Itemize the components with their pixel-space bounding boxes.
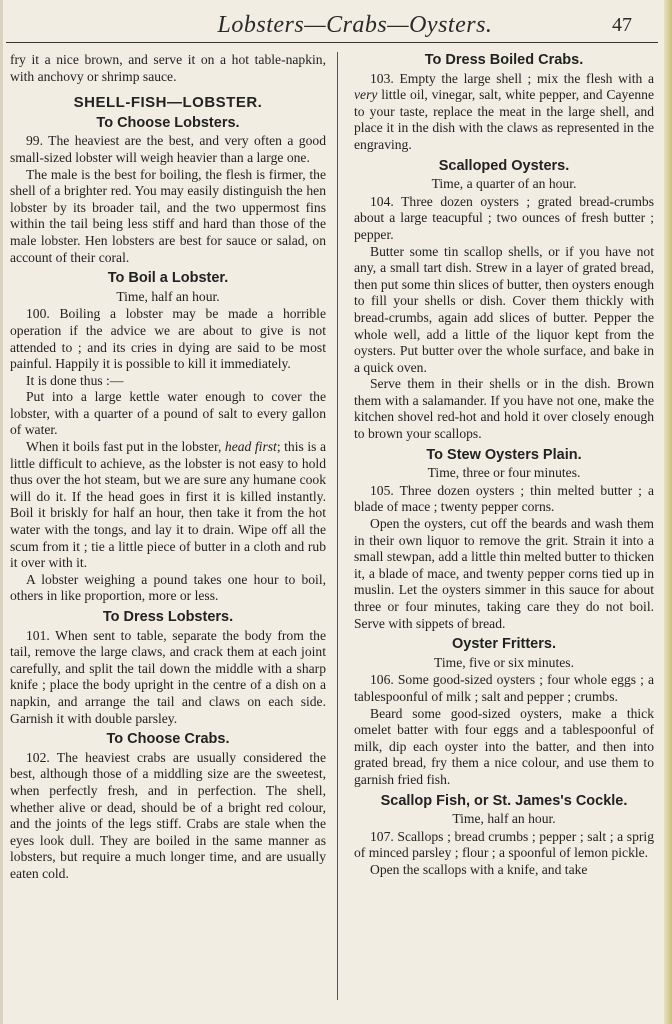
emphasis-very: very [354,87,378,103]
text-segment: When it boils fast put in the lobster, [26,439,225,455]
time-boil-lobster: Time, half an hour. [116,288,220,304]
text-segment: little oil, vinegar, salt, white pepper, and Cayenne to your taste, replace the meat in the large shell, and place it in the dish with the claws as represented in the engraving. [354,87,654,152]
paragraph-101: 101. When sent to table, separate the body from the tail, remove the large claws, and crack them at each joint carefully, and split the tail down the middle with a sharp knife ; place the body upright in the centre of a dish on a napkin, and arrange the tail and claws on each side. Garnish it with double parsley. [10,627,326,726]
paragraph-100d [10,439,326,572]
paragraph-102: 102. The heaviest crabs are usually considered the best, although those of a middling size are the sweetest, when perfectly fresh, and in perfection. The shell, whether alive or dead, should be of a bright red colour, and the joints of the legs stiff. Crabs are stale when the eyes look dull. They are boiled in the same manner as lobsters, but require a much longer time, and are usually eaten cold. [10,749,326,881]
paragraph-103 [354,71,654,154]
paragraph-105a: 105. Three dozen oysters ; thin melted butter ; a blade of mace ; twenty pepper corns. [354,482,654,515]
paragraph-107b: Open the scallops with a knife, and take [370,861,588,877]
heading-scallop-fish: Scallop Fish, or St. James's Cockle. [380,792,628,809]
paragraph-104b: Butter some tin scallop shells, or if you have not any, a small tart dish. Strew in a layer of grated bread, then put some thin slices of butter, then oysters enough to fill your shells or dish. Cover them thickly with bread-crumbs, again add slices of butter. Pepper the whole well, add a little of the liquor kept from the oysters. Put butter over the whole surface, and bake in a quick oven. [354,243,654,375]
paragraph-107a: 107. Scallops ; bread crumbs ; pepper ; salt ; a sprig of minced parsley ; flour ; a spoonful of lemon pickle. [354,828,654,861]
heading-scalloped-oysters: Scalloped Oysters. [438,157,570,174]
paragraph-104c: Serve them in their shells or in the dish. Brown them with a salamander. If you have not one, make the kitchen shovel red-hot and hold it over closely enough to brown your scallops. [354,376,654,442]
heading-dress-lobsters: To Dress Lobsters. [102,609,234,625]
page-number: 47 [612,14,632,36]
time-scalloped-oysters: Time, a quarter of an hour. [431,176,577,192]
paragraph-100e: A lobster weighing a pound takes one hour to boil, others in like proportion, more or less. [10,571,326,604]
page-left-edge [0,0,3,1024]
right-column [354,52,654,879]
paragraph-continuation: fry it a nice brown, and serve it on a hot table-napkin, with anchovy or shrimp sauce. [10,52,326,84]
time-stew-oysters: Time, three or four minutes. [427,465,581,481]
heading-choose-crabs: To Choose Crabs. [106,731,230,748]
paragraph-106a: 106. Some good-sized oysters ; four whole eggs ; a tablespoonful of milk ; salt and pepper ; crumbs. [354,672,654,704]
paragraph-100a: 100. Boiling a lobster may be made a horrible operation if the advice we are about to give is not attended to ; and its cries in dying are said to be most painful. Happily it is possible to kill it immediately. [10,306,326,372]
paragraph-106b: Beard some good-sized oysters, make a thick omelet batter with four eggs and a tablespoonful of milk, dip each oyster into the batter, and then into grated bread, fry them a nice colour, and use them to garnish fried fish. [354,705,654,787]
paragraph-99b: The male is the best for boiling, the flesh is firmer, the shell of a brighter red. You may easily distinguish the hen lobster by its broader tail, and the two uppermost fins within the tail being less stiff and hard than those of the male lobster. Hen lobsters are best for sauce or salad, on account of their coral. [10,166,326,265]
running-title: Lobsters—Crabs—Oysters. [217,12,493,38]
left-column [10,52,326,883]
paragraph-100c: Put into a large kettle water enough to cover the lobster, with a quarter of a pound of salt to every gallon of water. [10,389,326,438]
section-heading-shellfish: SHELL-FISH—LOBSTER. [73,94,263,112]
heading-oyster-fritters: Oyster Fritters. [452,636,556,653]
paragraph-104a: 104. Three dozen oysters ; grated bread-crumbs about a large teacupful ; two ounces of fresh butter ; pepper. [354,193,654,242]
emphasis-head-first: head first [224,439,277,455]
paragraph-100b: It is done thus :— [26,372,124,388]
paragraph-99a: 99. The heaviest are the best, and very often a good small-sized lobster will weigh heavier than a large one. [10,133,326,165]
text-segment: ; this is a little difficult to achieve, as the lobster is not easy to hold thus over the hot steam, but we are sure any humane cook will do it. If the head goes in first it is killed instantly. Boil it briskly for half an hour, then take it from the hot water with the tongs, and lay it to drain. Wipe off all the scum from it ; tie a little piece of butter in a cloth and rub it over with it. [10,439,326,571]
running-head [0,8,672,40]
heading-boil-lobster: To Boil a Lobster. [107,270,229,287]
time-oyster-fritters: Time, five or six minutes. [434,654,574,670]
heading-stew-oysters: To Stew Oysters Plain. [426,446,582,463]
heading-dress-boiled-crabs: To Dress Boiled Crabs. [424,52,584,68]
column-divider [337,52,338,1000]
heading-choose-lobsters: To Choose Lobsters. [96,114,240,131]
header-rule [6,42,658,43]
time-scallop-fish: Time, half an hour. [452,811,556,827]
page-right-edge [664,0,672,1024]
paragraph-105b: Open the oysters, cut off the beards and wash them in their own liquor to remove the grit. Strain it into a small stewpan, add a little thin melted butter to thicken it, a blade of mace, and twenty pepper corns tied up in muslin. Let the oysters simmer in this sauce for about three or four minutes, taking care they do not boil. Serve with sippets of bread. [354,516,654,631]
text-segment: 103. Empty the large shell ; mix the flesh with a [370,70,654,86]
